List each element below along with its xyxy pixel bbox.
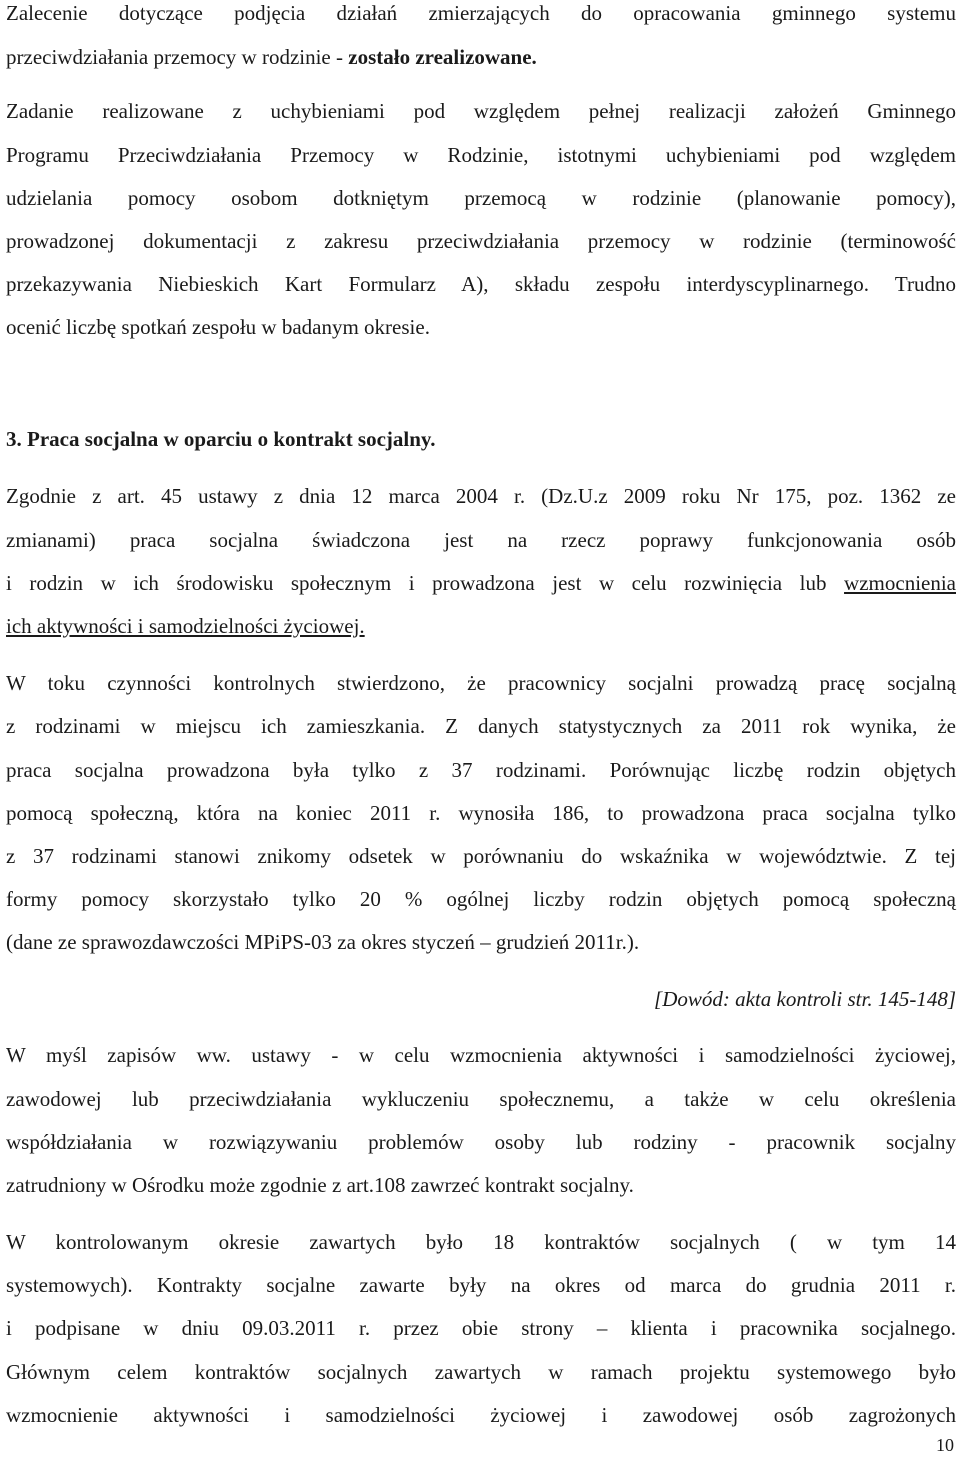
text-line: z 37 rodzinami stanowi znikomy odsetek w porównaniu do wskaźnika w województwie. Z tej (6, 844, 956, 868)
text-line: przekazywania Niebieskich Kart Formularz A), składu zespołu interdyscyplinarnego. Trudno (6, 272, 956, 296)
underlined-text: wzmocnienia (844, 571, 956, 595)
text-line: systemowych). Kontrakty socjalne zawarte były na okres od marca do grudnia 2011 r. (6, 1273, 956, 1297)
evidence-reference: [Dowód: akta kontroli str. 145-148] (654, 987, 956, 1011)
text-line: Programu Przeciwdziałania Przemocy w Rodzinie, istotnymi uchybieniami pod względem (6, 143, 956, 167)
text-line (6, 44, 956, 70)
section-heading: 3. Praca socjalna w oparciu o kontrakt socjalny. (6, 427, 436, 451)
text-line: udzielania pomocy osobom dotkniętym przemocą w rodzinie (planowanie pomocy), (6, 186, 956, 210)
text-line: W myśl zapisów ww. ustawy - w celu wzmocnienia aktywności i samodzielności życiowej, (6, 1043, 956, 1067)
text-line: praca socjalna prowadzona była tylko z 37 rodzinami. Porównując liczbę rodzin objętych (6, 758, 956, 782)
text-line: (dane ze sprawozdawczości MPiPS-03 za okres styczeń – grudzień 2011r.). (6, 930, 640, 954)
text-span: i rodzin w ich środowisku społecznym i prowadzona jest w celu rozwinięcia lub (6, 571, 845, 595)
text-line: Zgodnie z art. 45 ustawy z dnia 12 marca 2004 r. (Dz.U.z 2009 roku Nr 175, poz. 1362 ze (6, 484, 956, 508)
text-line: współdziałania w rozwiązywaniu problemów osoby lub rodziny - pracownik socjalny (6, 1130, 956, 1154)
text-line: Zadanie realizowane z uchybieniami pod względem pełnej realizacji założeń Gminnego (6, 99, 956, 123)
text-line: zatrudniony w Ośrodku może zgodnie z art.108 zawrzeć kontrakt socjalny. (6, 1173, 634, 1197)
text-line: W toku czynności kontrolnych stwierdzono, że pracownicy socjalni prowadzą pracę socjalną (6, 671, 956, 695)
text-line: Zalecenie dotyczące podjęcia działań zmierzających do opracowania gminnego systemu (6, 1, 956, 25)
text-line: prowadzonej dokumentacji z zakresu przeciwdziałania przemocy w rodzinie (terminowość (6, 229, 956, 253)
text-line: zmianami) praca socjalna świadczona jest na rzecz poprawy funkcjonowania osób (6, 528, 956, 552)
text-line: wzmocnienie aktywności i samodzielności życiowej i zawodowej osób zagrożonych (6, 1403, 956, 1427)
text-line (6, 570, 956, 596)
text-line: z rodzinami w miejscu ich zamieszkania. Z danych statystycznych za 2011 rok wynika, że (6, 714, 956, 738)
status-text: zostało zrealizowane. (348, 45, 537, 69)
text-line: W kontrolowanym okresie zawartych było 18 kontraktów socjalnych ( w tym 14 (6, 1230, 956, 1254)
text-line: formy pomocy skorzystało tylko 20 % ogólnej liczby rodzin objętych pomocą społeczną (6, 887, 956, 911)
underlined-line: ich aktywności i samodzielności życiowej. (6, 614, 365, 638)
text-span: przeciwdziałania przemocy w rodzinie - (6, 45, 343, 69)
text-line: ocenić liczbę spotkań zespołu w badanym okresie. (6, 315, 430, 339)
text-line: Głównym celem kontraktów socjalnych zawartych w ramach projektu systemowego było (6, 1360, 956, 1384)
page-number: 10 (936, 1435, 954, 1455)
text-line: pomocą społeczną, która na koniec 2011 r. wynosiła 186, to prowadzona praca socjalna tylko (6, 801, 956, 825)
text-line: i podpisane w dniu 09.03.2011 r. przez obie strony – klienta i pracownika socjalnego. (6, 1316, 956, 1340)
text-line: zawodowej lub przeciwdziałania wykluczeniu społecznemu, a także w celu określenia (6, 1087, 956, 1111)
